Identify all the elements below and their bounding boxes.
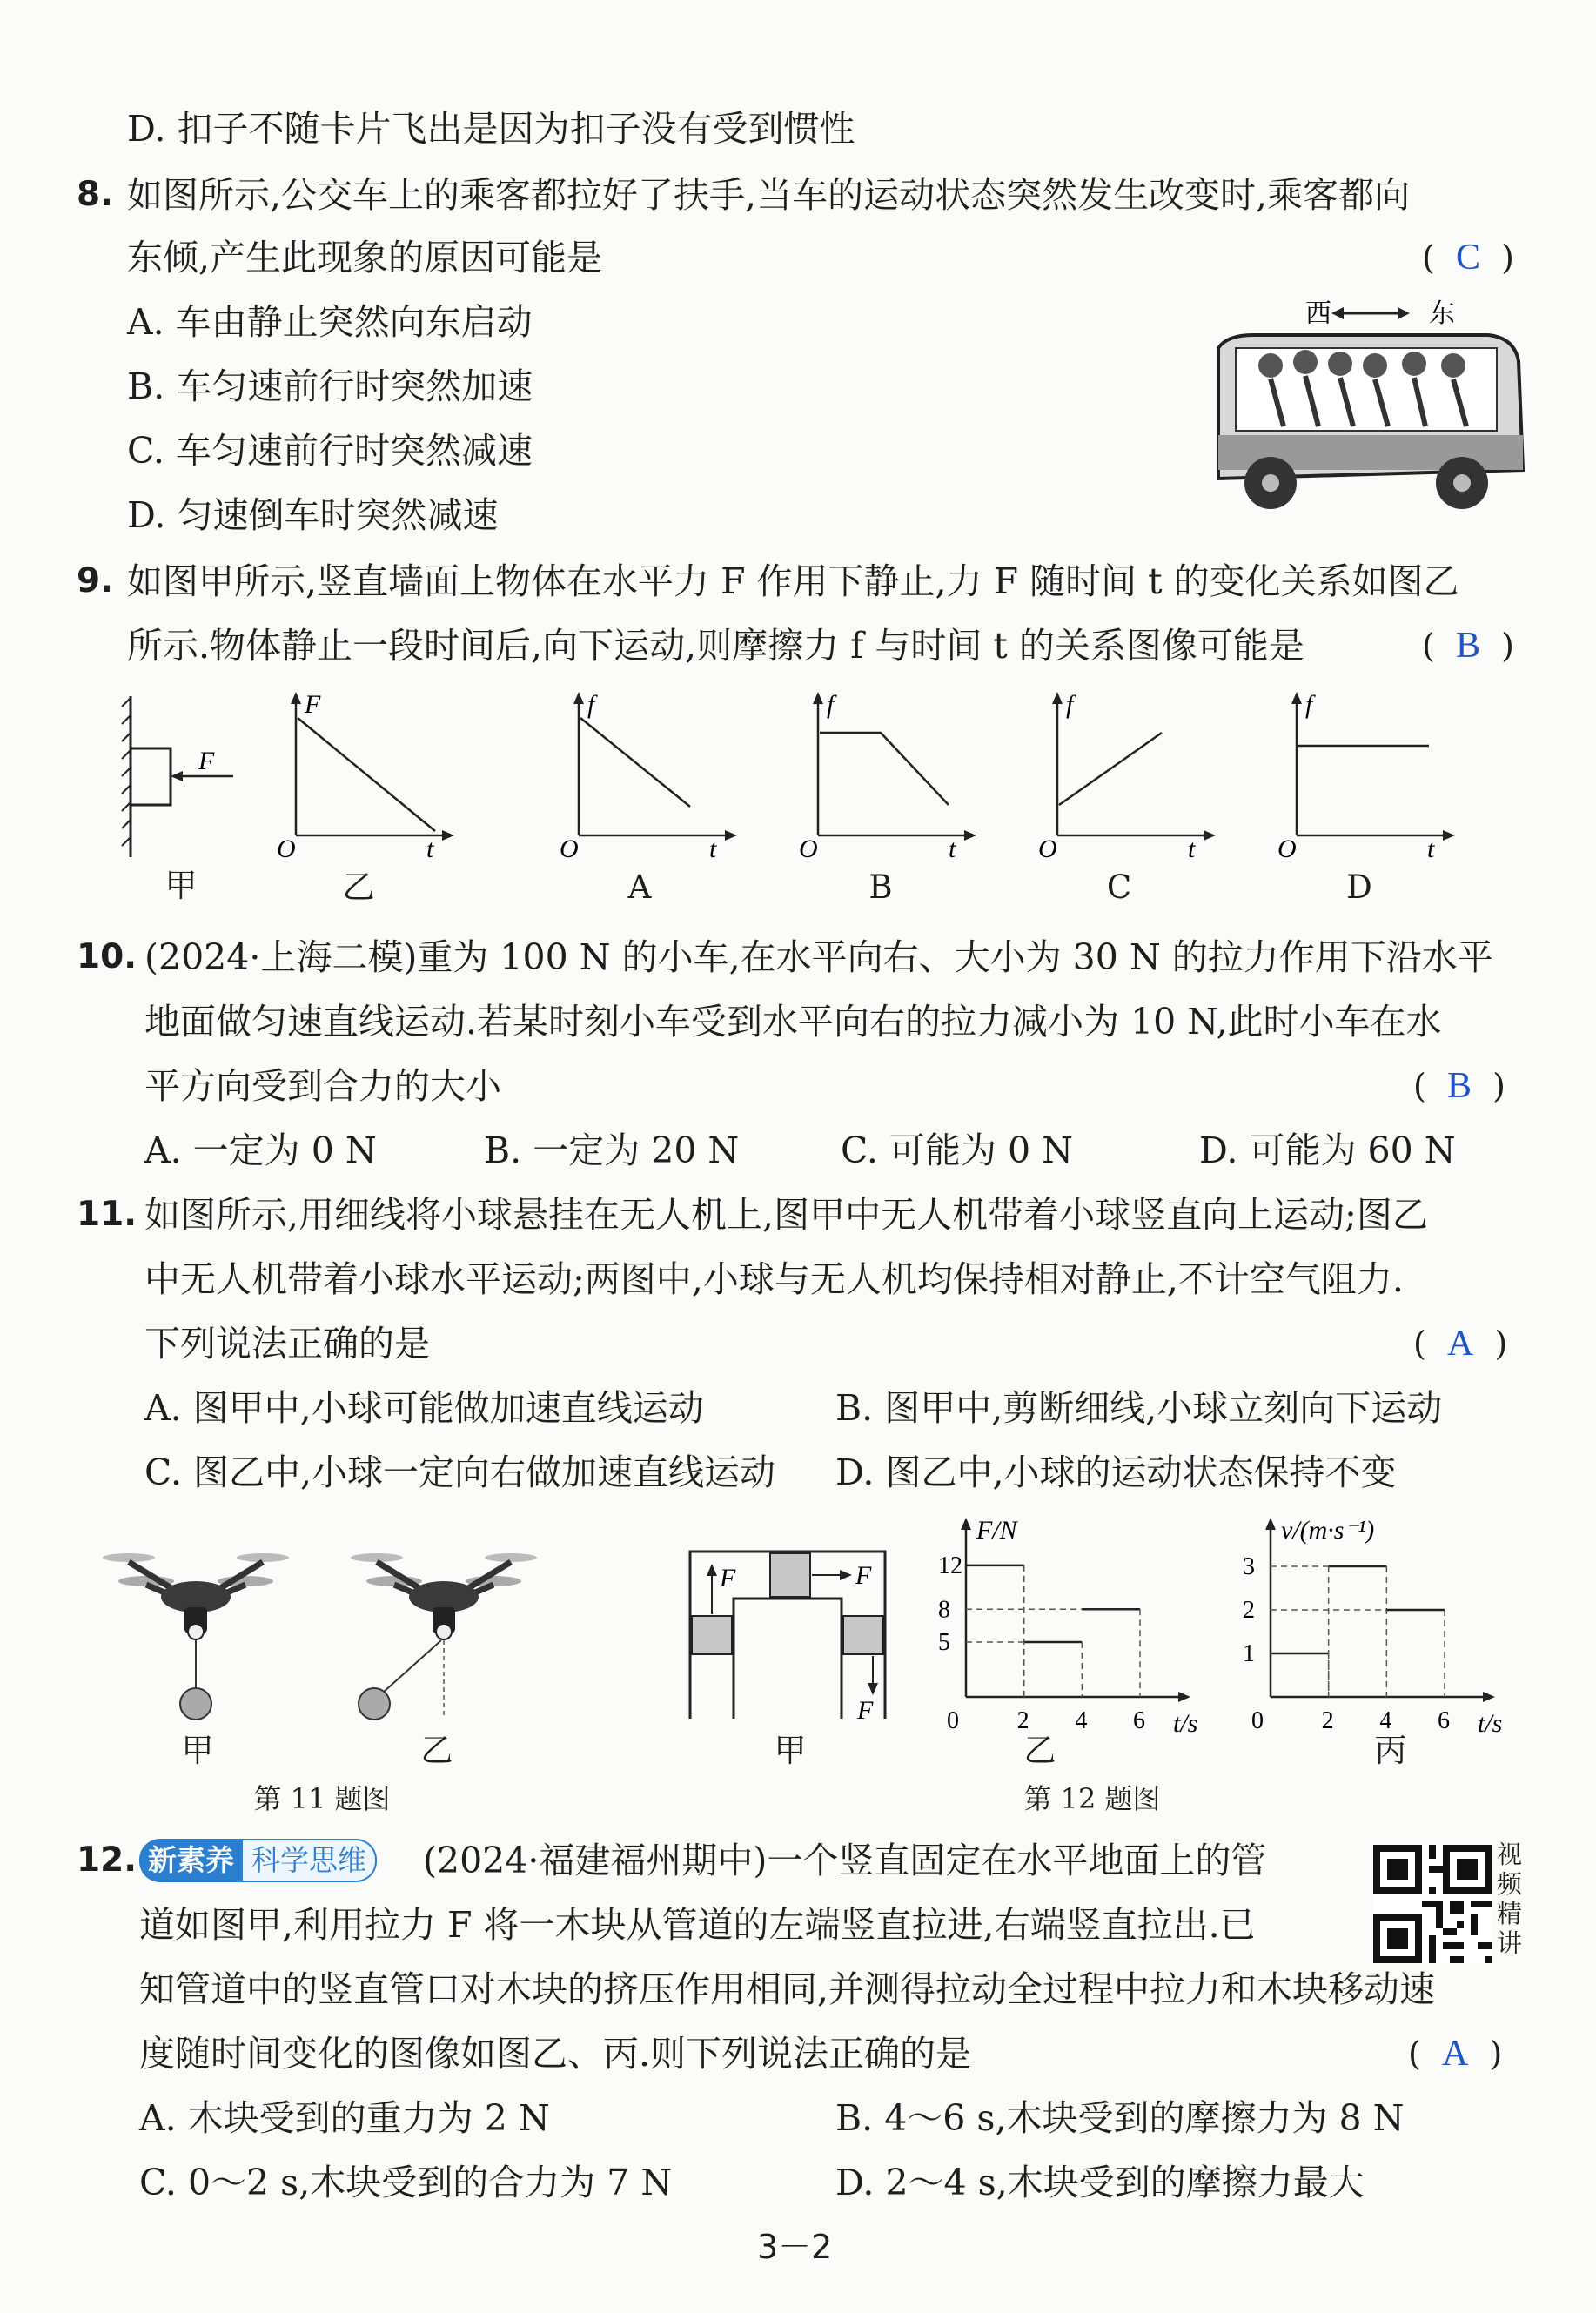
- q9-yi-origin: O: [277, 835, 296, 863]
- pipe-force-top: F: [855, 1561, 872, 1590]
- x-tick-label: 2: [1016, 1707, 1029, 1734]
- y-tick-label: 1: [1243, 1640, 1255, 1667]
- q12-option-b: B. 4～6 s,木块受到的摩擦力为 8 N: [835, 2097, 1405, 2139]
- q9-stem-line2: 所示.物体静止一段时间后,向下运动,则摩擦力 f 与时间 t 的关系图像可能是: [127, 625, 1304, 667]
- q9-caption-d: D: [1346, 868, 1372, 906]
- q12-caption-jia: 甲: [774, 1732, 807, 1769]
- q7-option-d: D. 扣子不随卡片飞出是因为扣子没有受到惯性: [127, 108, 855, 150]
- q8-option-c: C. 车匀速前行时突然减速: [127, 430, 533, 472]
- q9-c-origin: O: [1038, 835, 1057, 863]
- q9-caption-yi: 乙: [342, 868, 375, 906]
- q9-b-origin: O: [799, 835, 818, 863]
- x-tick-label: 6: [1133, 1707, 1145, 1734]
- qr-side-label-4: 讲: [1497, 1928, 1523, 1958]
- y-tick-label: 8: [938, 1596, 950, 1624]
- q9-caption-c: C: [1106, 868, 1132, 906]
- q11-figure-title: 第 11 题图: [253, 1782, 391, 1815]
- q9-c-axis-y: f: [1066, 690, 1074, 719]
- q10-option-b: B. 一定为 20 N: [484, 1130, 740, 1171]
- qr-side-label-1: 视: [1497, 1840, 1523, 1869]
- page-number: 3－2: [757, 2228, 833, 2266]
- x-axis-arrow: [1178, 1692, 1190, 1702]
- x-axis-label: t/s: [1478, 1709, 1503, 1738]
- q11-caption-jia: 甲: [181, 1732, 214, 1769]
- q8-option-d: D. 匀速倒车时突然减速: [127, 494, 499, 536]
- badge-science-thinking: 科学思维: [243, 1839, 377, 1882]
- q9-caption-a: A: [627, 868, 652, 906]
- badge-new-literacy: 新素养: [139, 1839, 243, 1882]
- x-axis-arrow: [1483, 1692, 1495, 1702]
- q11-stem-line1: 如图所示,用细线将小球悬挂在无人机上,图甲中无人机带着小球竖直向上运动;图乙: [144, 1194, 1428, 1236]
- qr-side-label-2: 频: [1497, 1869, 1523, 1899]
- q9-b-axis-y: f: [827, 690, 835, 719]
- q8-option-b: B. 车匀速前行时突然加速: [127, 365, 533, 407]
- y-axis-arrow: [961, 1518, 971, 1530]
- y-axis-arrow: [1265, 1518, 1276, 1530]
- q9-a-axis-t: t: [709, 835, 717, 863]
- q10-stem-line3: 平方向受到合力的大小: [144, 1065, 501, 1107]
- q9-yi-axis-t: t: [426, 835, 434, 863]
- chart-force-marks: [966, 1565, 1140, 1697]
- bus-label-west: 西: [1305, 298, 1331, 329]
- q8-stem-line2: 东倾,产生此现象的原因可能是: [127, 237, 603, 278]
- q9-graph-a: [544, 692, 744, 866]
- q9-graph-d: [1262, 692, 1462, 866]
- q12-figure-title: 第 12 题图: [1023, 1782, 1161, 1815]
- drone-figure-yi: [344, 1545, 544, 1727]
- q12-option-c: C. 0～2 s,木块受到的合力为 7 N: [139, 2162, 673, 2203]
- q11-option-c: C. 图乙中,小球一定向右做加速直线运动: [144, 1451, 776, 1493]
- q12-caption-yi: 乙: [1023, 1732, 1056, 1769]
- x-tick-label: 4: [1075, 1707, 1088, 1734]
- chart-force-time: [931, 1514, 1210, 1738]
- y-tick-label: 2: [1243, 1597, 1255, 1624]
- x-tick-label: 0: [947, 1707, 959, 1734]
- q10-option-a: A. 一定为 0 N: [144, 1130, 377, 1171]
- q9-a-origin: O: [560, 835, 579, 863]
- q9-d-axis-y: f: [1305, 690, 1313, 719]
- q9-c-axis-t: t: [1188, 835, 1196, 863]
- q12-number: 12.: [77, 1840, 137, 1880]
- qr-code[interactable]: [1373, 1845, 1492, 1963]
- chart-velocity-time: [1236, 1514, 1514, 1738]
- q9-caption-b: B: [868, 868, 893, 906]
- q8-stem-line1: 如图所示,公交车上的乘客都拉好了扶手,当车的运动状态突然发生改变时,乘客都向: [127, 174, 1411, 216]
- q9-d-origin: O: [1277, 835, 1297, 863]
- q11-number: 11.: [77, 1195, 137, 1234]
- chart-force-axes: [938, 1516, 1197, 1738]
- y-tick-label: 5: [938, 1629, 950, 1657]
- x-tick-label: 0: [1251, 1707, 1264, 1734]
- q9-graph-c: [1023, 692, 1223, 866]
- q12-caption-bing: 丙: [1374, 1732, 1407, 1769]
- q11-stem-line2: 中无人机带着小球水平运动;两图中,小球与无人机均保持相对静止,不计空气阻力.: [144, 1258, 1404, 1300]
- bus-label-east: 东: [1429, 298, 1455, 329]
- pipe-force-right: F: [857, 1696, 874, 1725]
- q12-stem-line3: 知管道中的竖直管口对木块的挤压作用相同,并测得拉动全过程中拉力和木块移动速: [139, 1968, 1436, 2010]
- q9-answer: ( B ): [1422, 626, 1514, 666]
- q9-number: 9.: [77, 561, 113, 600]
- q9-graph-yi: [261, 692, 461, 866]
- pipe-figure-jia: [683, 1545, 892, 1725]
- x-axis-label: t/s: [1173, 1709, 1198, 1738]
- q10-stem-line1: (2024·上海二模)重为 100 N 的小车,在水平向右、大小为 30 N 的拉力作用下沿水平: [144, 936, 1493, 978]
- chart-velocity-axes: [1243, 1516, 1502, 1738]
- bus-illustration: [1201, 296, 1532, 524]
- q9-graph-b: [783, 692, 983, 866]
- q10-option-d: D. 可能为 60 N: [1199, 1130, 1456, 1171]
- q12-stem-line1: (2024·福建福州期中)一个竖直固定在水平地面上的管: [423, 1840, 1267, 1881]
- q9-a-axis-y: f: [587, 690, 595, 719]
- q11-option-a: A. 图甲中,小球可能做加速直线运动: [144, 1387, 704, 1429]
- q9-stem-line1: 如图甲所示,竖直墙面上物体在水平力 F 作用下静止,力 F 随时间 t 的变化关系如图乙: [127, 560, 1459, 602]
- q9-d-axis-t: t: [1427, 835, 1435, 863]
- q11-caption-yi: 乙: [420, 1732, 453, 1769]
- x-tick-label: 4: [1379, 1707, 1392, 1734]
- drone-figure-jia: [96, 1545, 296, 1727]
- y-tick-label: 12: [938, 1552, 962, 1579]
- q9-caption-jia: 甲: [164, 867, 198, 904]
- q9-yi-axis-y: F: [305, 690, 321, 719]
- x-tick-label: 2: [1321, 1707, 1334, 1734]
- q12-answer: ( A ): [1408, 2034, 1503, 2074]
- y-tick-label: 3: [1243, 1553, 1255, 1580]
- q8-answer: ( C ): [1422, 238, 1514, 278]
- pipe-force-left: F: [720, 1564, 736, 1592]
- q12-option-d: D. 2～4 s,木块受到的摩擦力最大: [835, 2162, 1365, 2203]
- q10-number: 10.: [77, 937, 137, 976]
- q10-answer: ( B ): [1413, 1066, 1505, 1106]
- q9-force-label: F: [198, 747, 215, 775]
- q11-answer: ( A ): [1413, 1324, 1508, 1364]
- y-axis-label: F/N: [976, 1516, 1017, 1545]
- x-tick-label: 6: [1438, 1707, 1450, 1734]
- q8-number: 8.: [77, 175, 113, 214]
- q9-b-axis-t: t: [949, 835, 956, 863]
- q12-stem-line4: 度随时间变化的图像如图乙、丙.则下列说法正确的是: [139, 2033, 972, 2075]
- q11-option-d: D. 图乙中,小球的运动状态保持不变: [835, 1451, 1397, 1493]
- q10-option-c: C. 可能为 0 N: [841, 1130, 1074, 1171]
- y-axis-label: v/(m·s⁻¹): [1281, 1516, 1375, 1545]
- q10-stem-line2: 地面做匀速直线运动.若某时刻小车受到水平向右的拉力减小为 10 N,此时小车在水: [144, 1001, 1442, 1043]
- q11-option-b: B. 图甲中,剪断细线,小球立刻向下运动: [835, 1387, 1443, 1429]
- q8-option-a: A. 车由静止突然向东启动: [127, 301, 533, 343]
- q12-option-a: A. 木块受到的重力为 2 N: [139, 2097, 550, 2139]
- chart-velocity-marks: [1271, 1566, 1445, 1697]
- q9-figure-jia: [122, 696, 244, 862]
- q11-stem-line3: 下列说法正确的是: [144, 1323, 430, 1364]
- qr-side-label-3: 精: [1497, 1899, 1523, 1928]
- q12-badge: [139, 1839, 377, 1882]
- q12-stem-line2: 道如图甲,利用拉力 F 将一木块从管道的左端竖直拉进,右端竖直拉出.已: [139, 1904, 1256, 1946]
